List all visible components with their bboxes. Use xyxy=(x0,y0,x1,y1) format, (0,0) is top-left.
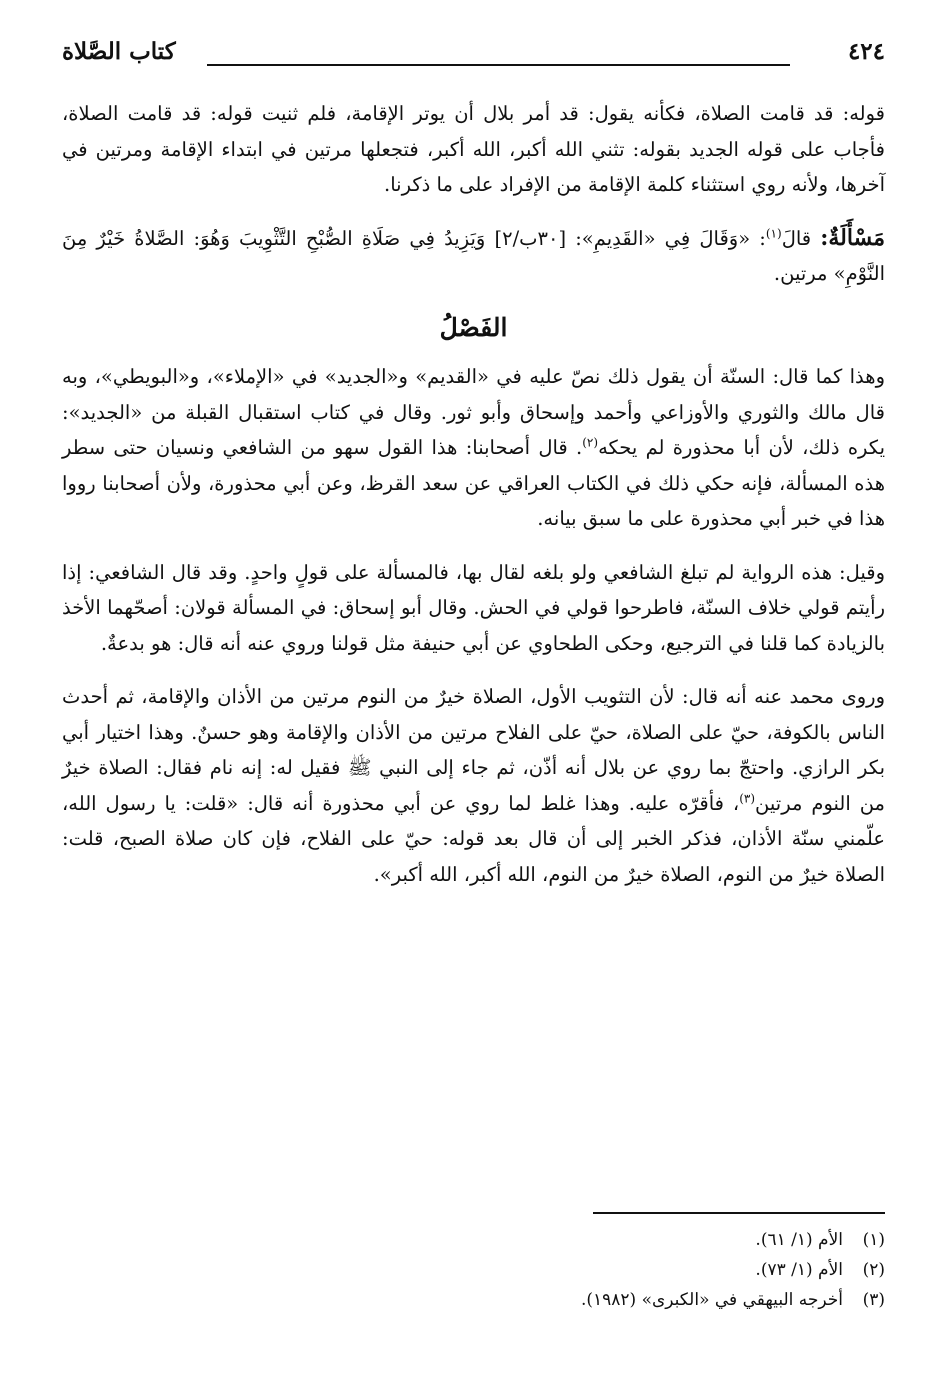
paragraph-4-rest: ، فأقرّه عليه. وهذا غلط لما روي عن أبي محذورة أنه قال: «قلت: يا رسول الله، علّمني سنّة الأذان، فذكر الخبر إلى أن قال بعد قوله: حيّ على الفلاح، فإن كان صلاة الصبح، قلت: الصلاة خيرٌ من النوم، الصلاة خيرٌ من النوم، الله أكبر، الله أكبر». xyxy=(62,791,885,886)
footnote-number: (١) xyxy=(862,1230,885,1250)
masala-label: مَسْأَلَةٌ: xyxy=(820,224,885,251)
paragraph-2 xyxy=(62,359,885,537)
footnotes xyxy=(62,1225,885,1315)
footnote-ref-2[interactable]: (٢) xyxy=(582,435,599,450)
masala-text-rest: : «وَقَالَ فِي «القَدِيمِ»: [٣٠ب/٢] وَيَزِيدُ فِي صَلَاةِ الصُّبْحِ التَّثْوِيبَ وَهُوَ: الصَّلاةُ خَيْرٌ مِنَ النَّوْمِ» مرتين. xyxy=(62,226,885,285)
footnote-item xyxy=(62,1255,885,1285)
footnote-number: (٣) xyxy=(862,1290,885,1310)
book-page xyxy=(62,0,885,1375)
footnote-item xyxy=(62,1225,885,1255)
paragraph-2-start: وهذا كما قال: السنّة أن يقول ذلك نصّ عليه في «القديم» و«الجديد» في «الإملاء»، و«البويطي»، وبه قال مالك والثوري والأوزاعي وأحمد وإسحاق وأبو ثور. وقال في كتاب استقبال القبلة من «الجديد»: يكره ذلك، لأن أبا محذورة لم يحكه xyxy=(62,365,885,459)
footnote-ref-1[interactable]: (١) xyxy=(765,226,782,240)
footnote-text: الأم (١/ ٦١). xyxy=(755,1230,843,1250)
footnote-text: الأم (١/ ٧٣). xyxy=(755,1260,843,1280)
footnote-item xyxy=(62,1285,885,1315)
footnote-number: (٢) xyxy=(862,1260,885,1280)
paragraph-1: قوله: قد قامت الصلاة، فكأنه يقول: قد أمر بلال أن يوتر الإقامة، فلم ثنيت قوله: قد قامت الصلاة، فأجاب على قوله الجديد بقوله: تثني الله أكبر، الله أكبر، فتجعلها مرتين في ابتداء الإقامة ومرتين في آخرها، ولأنه روي استثناء كلمة الإقامة من الإفراد على ما ذكرنا. xyxy=(62,102,885,196)
masala-paragraph xyxy=(62,221,885,292)
footnote-text: أخرجه البيهقي في «الكبرى» (١٩٨٢). xyxy=(580,1290,843,1310)
footnote-ref-3[interactable]: (٣) xyxy=(739,791,756,805)
paragraph-2-rest: . قال أصحابنا: هذا القول سهو من الشافعي ونسيان حتى سطر هذه المسألة، فإنه حكي ذلك في الكتاب العراقي عن سعد القرظ، وعن أبي محذورة، ولأن أصحابنا رووا هذا في خبر أبي محذورة على ما سبق بيانه. xyxy=(62,436,885,530)
footnote-divider xyxy=(593,1212,885,1214)
header-rule xyxy=(207,64,790,66)
main-text xyxy=(62,96,885,910)
running-title: كتاب الصَّلاة xyxy=(62,38,176,65)
masala-text-start: قالَ xyxy=(781,226,812,250)
section-heading: الفَصْلُ xyxy=(439,312,508,342)
page-header xyxy=(62,38,885,78)
paragraph-3: وقيل: هذه الرواية لم تبلغ الشافعي ولو بلغه لقال بها، فالمسألة على قولٍ واحدٍ. وقد قال الشافعي: إذا رأيتم قولي خلاف السنّة، فاطرحوا قولي في الحش. وقال أبو إسحاق: في المسألة قولان: أصحّهما الأخذ بالزيادة كما قلنا في الترجيع، وحكى الطحاوي عن أبي حنيفة مثل قولنا وروي عنه أنه قال: هو بدعةٌ. xyxy=(62,560,885,655)
paragraph-4 xyxy=(62,679,885,892)
paragraph-4-start: وروى محمد عنه أنه قال: لأن التثويب الأول، الصلاة خيرٌ من النوم مرتين من الأذان والإقامة، ثم أحدث الناس بالكوفة، حيّ على الصلاة، حيّ على الفلاح مرتين من الأذان والإقامة وهو حسنٌ. وهذا اختيار أبي بكر الرازي. واحتجّ بما روي عن بلال أنه أذّن، ثم جاء إلى النبي ﷺ فقيل له: إنه نام فقال: الصلاة خيرٌ من النوم مرتين xyxy=(62,685,886,815)
page-number: ٤٢٤ xyxy=(847,38,885,65)
